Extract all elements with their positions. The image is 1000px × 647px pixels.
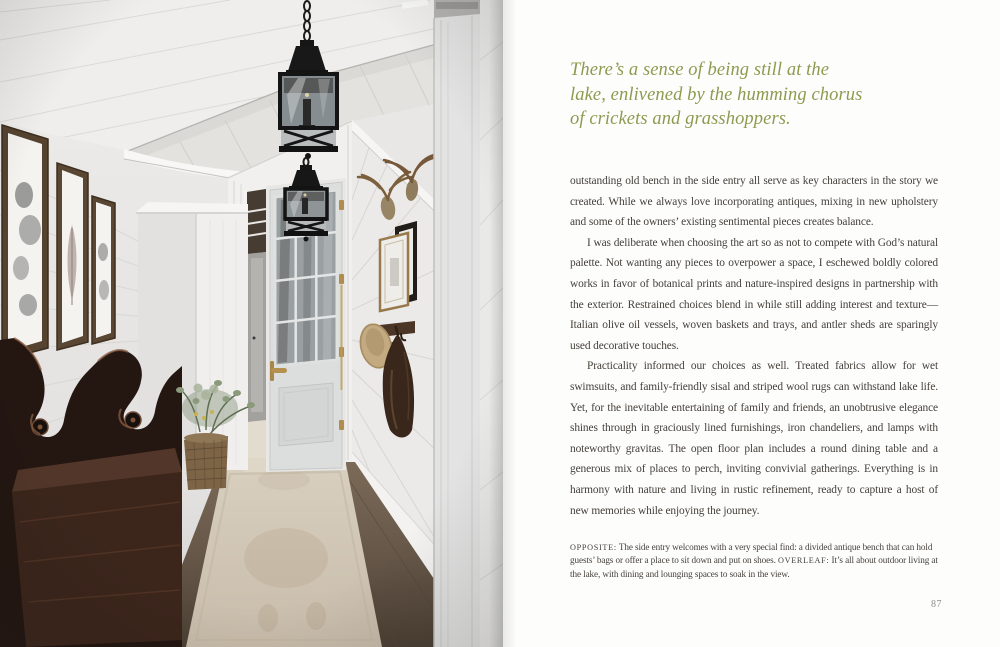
body-paragraph: outstanding old bench in the side entry all serve as key characters in the story we created. While we always love incorporating antiques, mixing in new upholstery and some of the owners’ existing sentimental pieces creates balance. [570, 175, 938, 229]
body-paragraph: I was deliberate when choosing the art so as not to compete with God’s natural palette. Not wanting any pieces to overpower a space, I eschewed boldly colored works in favor of botanical prints and nature-inspired designs in partnership with the exterior. Restrained choices blend in while still adding interest and texture—Italian olive oil vessels, woven baskets and trays, and antler sheds are sparingly used decorative touches. [570, 236, 938, 352]
caption-overleaf-text: It’s all about outdoor living at the lake, with dining and lounging spaces to soak in the view. [570, 555, 938, 579]
photo-caption [570, 541, 950, 581]
spine-shadow [489, 0, 503, 647]
text-page [503, 0, 1000, 647]
body-text [570, 171, 938, 521]
page-number: 87 [931, 599, 942, 610]
body-paragraph: Practicality informed our choices as well. Treated fabrics allow for wet swimsuits, and family-friendly sisal and striped wool rugs can withstand lake life. Yet, for the inevitable entertaining of family and friends, an unobtrusive elegance shines through in graciously lined furnishings, iron chandeliers, and lamps with noteworthy gravitas. The open floor plan includes a round dining table and a generous mix of places to perch, inviting convivial gatherings. Everything is in harmony with nature and living in rustic refinement, ready to capture a host of new memories while enjoying the journey. [570, 360, 938, 517]
pull-quote-line: of crickets and grasshoppers. [570, 109, 791, 129]
caption-opposite-text: The side entry welcomes with a very special find: a divided antique bench that can hold guests’ bags or offer a place to sit down and put on shoes. [570, 542, 933, 566]
pull-quote [570, 58, 930, 132]
pull-quote-line: lake, enlivened by the humming chorus [570, 84, 863, 105]
pull-quote-line: There’s a sense of being still at the [570, 60, 830, 80]
page-gutter-shadow [503, 0, 517, 647]
caption-opposite-label: OPPOSITE: [570, 543, 617, 552]
caption-overleaf-label: OVERLEAF: [778, 556, 830, 566]
